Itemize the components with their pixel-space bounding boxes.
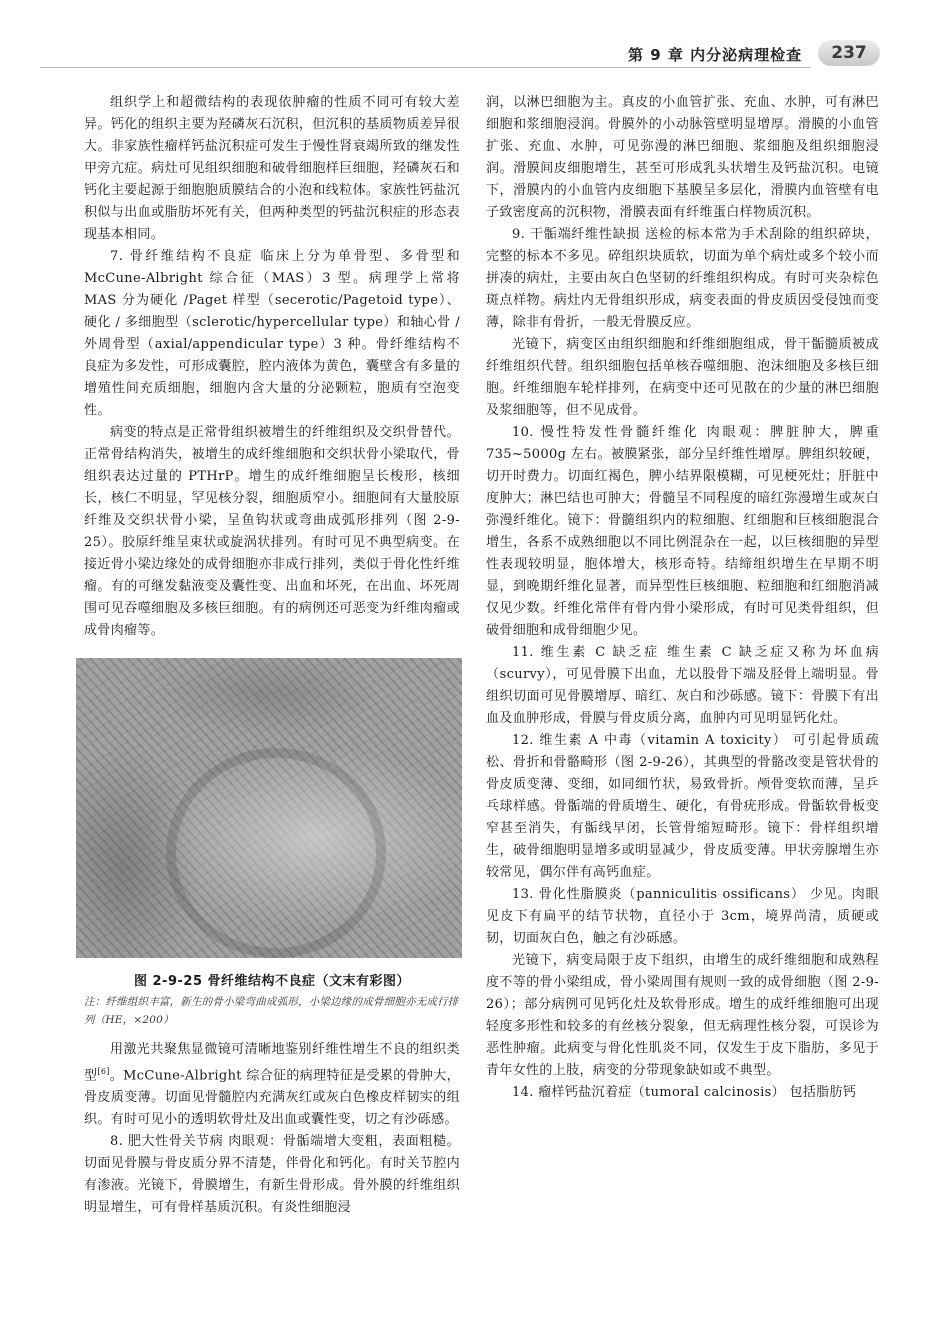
paragraph: 14. 瘤样钙盐沉着症（tumoral calcinosis） 包括脂肪钙 [512,1085,857,1100]
left-column [84,92,460,1219]
paragraph: 病变的特点是正常骨组织被增生的纤维组织及交织骨替代。正常骨结构消失，被增生的成纤维细胞和交织状骨小梁取代，骨组织表达过量的 PTHrP。增生的成纤维细胞呈长梭形，核细长，核仁不明显，罕见核分裂，细胞质窄小。细胞间有大量胶原纤维及交织状骨小梁，呈鱼钩状或弯曲成弧形排列（图 2-9-25）。胶原纤维呈束状或旋涡状排列。有时可见不典型病变。在接近骨小梁边缘处的成骨细胞亦非成行排列，类似于骨化性纤维瘤。有的可继发黏液变及囊性变、出血和坏死，在出血、坏死周围可见吞噬细胞及多核巨细胞。有的病例还可恶变为纤维肉瘤或成骨肉瘤等。 [84,425,460,638]
right-column [486,92,879,1104]
paragraph: 7. 骨纤维结构不良症 临床上分为单骨型、多骨型和 McCune-Albright 综合征（MAS）3 型。病理学上常将 MAS 分为硬化 /Paget 样型（secerotic/Pagetoid type）、硬化 / 多细胞型（sclerotic/hypercellular type）和轴心骨 / 外周骨型（axial/appendicular type）3 种。骨纤维结构不良症为多发性，可形成囊腔，腔内液体为黄色，囊壁含有多量的增殖性间充质细胞，细胞内含大量的分泌颗粒，胞质有空泡变性。 [84,249,460,418]
figure-caption: 图 2-9-25 骨纤维结构不良症（文末有彩图） [133,974,411,989]
paragraph: 9. 干骺端纤维性缺损 送检的标本常为手术刮除的组织碎块，完整的标本不多见。碎组织块质软，切面为单个病灶或多个较小而拼凑的病灶，主要由灰白色坚韧的纤维组织构成。有时可夹杂棕色斑点样物。病灶内无骨组织形成，病变表面的骨皮质因受侵蚀而变薄，除非有骨折，一般无骨膜反应。 [486,227,879,330]
page-number-badge: 237 [818,40,880,66]
paragraph [84,1039,460,1131]
paragraph: 光镜下，病变局限于皮下组织，由增生的成纤维细胞和成熟程度不等的骨小梁组成，骨小梁周围有规则一致的成骨细胞（图 2-9-26）；部分病例可见钙化灶及软骨形成。增生的成纤维细胞可出现轻度多形性和较多的有丝核分裂象，但无病理性核分裂，可误诊为恶性肿瘤。此病变与骨化性肌炎不同，仅发生于皮下脂肪，多见于青年女性的上肢，病变的分带现象缺如或不典型。 [486,953,879,1078]
paragraph: 11. 维生素 C 缺乏症 维生素 C 缺乏症又称为坏血病（scurvy），可见骨膜下出血，尤以股骨下端及胫骨上端明显。骨组织切面可见骨膜增厚、暗红、灰白和沙砾感。镜下：骨膜下有出血及血肿形成，骨膜与骨皮质分离，血肿内可见明显钙化灶。 [486,645,879,726]
chapter-title: 第 9 章 内分泌病理检查 [628,46,803,64]
citation-ref: [6] [97,1067,110,1076]
paragraph-text: 。McCune-Albright 综合征的病理特征是受累的骨肿大，骨皮质变薄。切面见骨髓腔内充满灰红或灰白色橡皮样韧实的组织。有时可见小的透明软骨灶及出血或囊性变，切之有沙砾感。 [84,1068,460,1128]
paragraph: 10. 慢性特发性骨髓纤维化 肉眼观：脾脏肿大，脾重 735~5000g 左右。被膜紧张，部分呈纤维性增厚。脾组织较硬，切开时费力。切面红褐色，脾小结界限模糊，可见梗死灶；肝脏中度肿大；淋巴结也可肿大；骨髓呈不同程度的暗红弥漫增生或灰白弥漫纤维化。镜下：骨髓组织内的粒细胞、红细胞和巨核细胞混合增生，各系不成熟细胞以不同比例混杂在一起，以巨核细胞的异型性表现较明显，胞体增大，核形奇特。结缔组织增生在早期不明显，到晚期纤维化显著，而异型性巨核细胞、粒细胞和红细胞消减仅见少数。纤维化常伴有骨内骨小梁形成，有时可见类骨组织，但破骨细胞和成骨细胞少见。 [486,425,879,638]
paragraph: 组织学上和超微结构的表现依肿瘤的性质不同可有较大差异。钙化的组织主要为羟磷灰石沉积，但沉积的基质物质差异很大。非家族性瘤样钙盐沉积症可发生于慢性肾衰竭所致的继发性甲旁亢症。病灶可见组织细胞和破骨细胞样巨细胞，羟磷灰石和钙化主要起源于细胞胞质膜结合的小泡和线粒体。家族性钙盐沉积似与出血或脂肪坏死有关，但两种类型的钙盐沉积症的形态表现基本相同。 [84,95,460,242]
paragraph: 润，以淋巴细胞为主。真皮的小血管扩张、充血、水肿，可有淋巴细胞和浆细胞浸润。骨膜外的小动脉管壁明显增厚。滑膜的小血管扩张、充血、水肿，可见弥漫的淋巴细胞、浆细胞及组织细胞浸润。滑膜间皮细胞增生，甚至可形成乳头状增生及钙盐沉积。电镜下，滑膜内的小血管内皮细胞下基膜呈多层化，滑膜内血管壁有电子致密度高的沉积物，滑膜表面有纤维蛋白样物质沉积。 [486,95,879,220]
histology-micrograph [76,658,462,958]
paragraph: 8. 肥大性骨关节病 肉眼观：骨骺端增大变粗，表面粗糙。切面见骨膜与骨皮质分界不清楚，伴骨化和钙化。有时关节腔内有渗液。光镜下，骨膜增生，有新生骨形成。骨外膜的纤维组织明显增生，可有骨样基质沉积。有炎性细胞浸 [84,1134,460,1216]
paragraph: 12. 维生素 A 中毒（vitamin A toxicity） 可引起骨质疏松、骨折和骨骼畸形（图 2-9-26），其典型的骨骼改变是管状骨的骨皮质变薄、变细，如同细竹状，易致骨折。颅骨变软而薄，呈乒乓球样感。骨骺端的骨质增生、硬化，有骨疣形成。骨骺软骨板变窄甚至消失，有骺线早闭，长管骨缩短畸形。镜下：骨样组织增生，破骨细胞明显增多或明显减少，骨皮质变薄。甲状旁腺增生亦较常见，偶尔伴有高钙血症。 [486,733,879,880]
paragraph: 13. 骨化性脂膜炎（panniculitis ossificans） 少见。肉眼见皮下有扁平的结节状物，直径小于 3cm，境界尚清，质硬或韧，切面灰白色，触之有沙砾感。 [486,887,879,946]
page-header [0,40,950,86]
figure-note: 注：纤维组织丰富，新生的骨小梁弯曲成弧形，小梁边缘的成骨细胞亦无成行排列（HE，×200） [84,996,459,1026]
paragraph-text: 用激光共聚焦显微镜可清晰地鉴别纤维性增生不良的组织类型 [84,1042,460,1084]
header-rule [40,67,810,68]
paragraph: 光镜下，病变区由组织细胞和纤维细胞组成，骨干骺髓质被成纤维组织代替。组织细胞包括单核吞噬细胞、泡沫细胞及多核巨细胞。纤维细胞车轮样排列，在病变中还可见散在的少量的淋巴细胞及浆细胞等，但不见成骨。 [486,337,879,418]
